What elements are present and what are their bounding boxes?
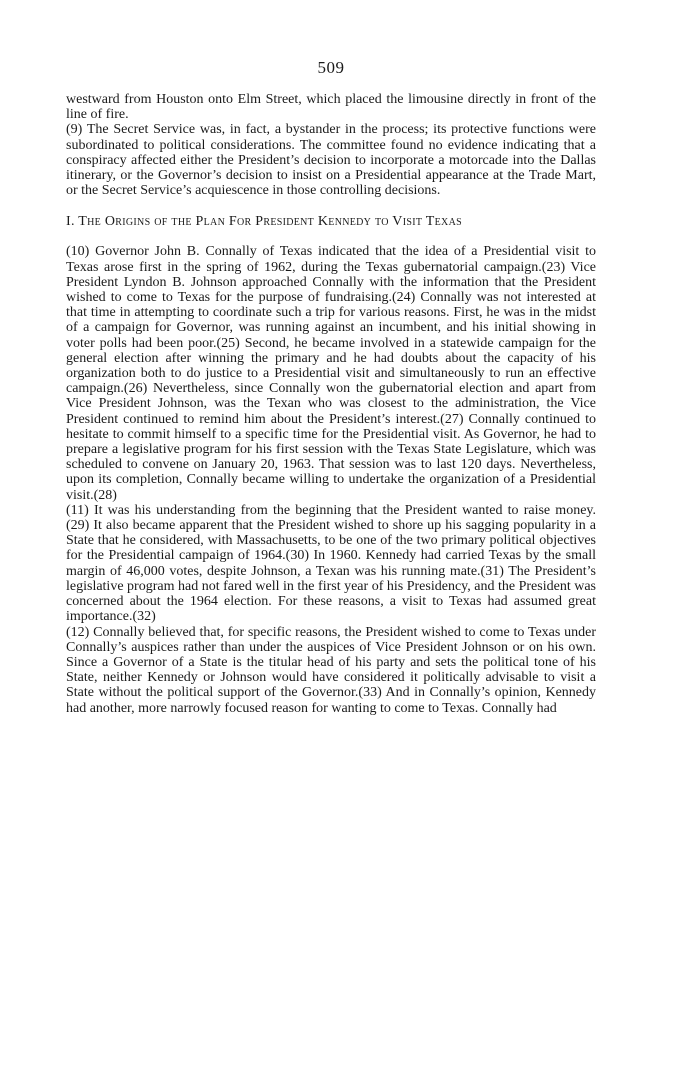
section-heading: I. The Origins of the Plan For President Kennedy to Visit Texas xyxy=(66,214,462,230)
paragraph-9: (9) The Secret Service was, in fact, a bystander in the process; its protective functions were subordinated to political considerations. The committee found no evidence indicating that a conspiracy affected either the President’s decision to incorporate a motorcade into the Dallas itinerary, or the Governor’s decision to insist on a Presidential appearance at the Trade Mart, or the Secret Service’s acquiescence in those controlling decisions. xyxy=(66,122,596,199)
paragraph-10: (10) Governor John B. Connally of Texas indicated that the idea of a Presidential visit to Texas arose first in the spring of 1962, during the Texas gubernatorial campaign.(23) Vice President Lyndon B. Johnson approached Connally with the information that the President wished to come to Texas for the purpose of fundraising.(24) Connally was not interested at that time in attempting to coordinate such a trip for various reasons. First, he was in the midst of a campaign for Governor, was running against an incumbent, and his initial showing in voter polls had been poor.(25) Second, he became involved in a statewide campaign for the general election after winning the primary and he had doubts about the capacity of his organization both to do justice to a Presidential visit and simultaneously to run an effective campaign.(26) Nevertheless, since Connally won the gubernatorial election and apart from Vice President Johnson, was the Texan who was closest to the administration, the Vice President continued to remind him about the President’s interest.(27) Connally continued to hesitate to commit himself to a specific time for the Presidential visit. As Governor, he had to prepare a legislative program for his first session with the Texas State Legislature, which was scheduled to convene on January 20, 1963. That session was to last 120 days. Nevertheless, upon its completion, Connally became willing to undertake the organization of a Presidential visit.(28) xyxy=(66,244,596,503)
page-number: 509 xyxy=(317,58,345,77)
paragraph-continuation: westward from Houston onto Elm Street, which placed the limousine directly in front of the line of fire. xyxy=(66,92,596,123)
paragraph-11: (11) It was his understanding from the beginning that the President wanted to raise money.(29) It also became apparent that the President wished to shore up his sagging popularity in a State that he considered, with Massachusetts, to be one of the two primary political objectives for the Presidential campaign of 1964.(30) In 1960. Kennedy had carried Texas by the small margin of 46,000 votes, despite Johnson, a Texan was his running mate.(31) The President’s legislative program had not fared well in the first year of his Presidency, and the President was concerned about the 1964 election. For these reasons, a visit to Texas had assumed great importance.(32) xyxy=(66,502,596,625)
document-page xyxy=(66,58,596,716)
paragraph-12: (12) Connally believed that, for specific reasons, the President wished to come to Texas under Connally’s auspices rather than under the auspices of Vice President Johnson or on his own. Since a Governor of a State is the titular head of his party and sets the political tone of his State, neither Kennedy or Johnson would have considered it politically advisable to visit a State without the political support of the Governor.(33) And in Connally’s opinion, Kennedy had another, more narrowly focused reason for wanting to come to Texas. Connally had xyxy=(66,624,596,716)
